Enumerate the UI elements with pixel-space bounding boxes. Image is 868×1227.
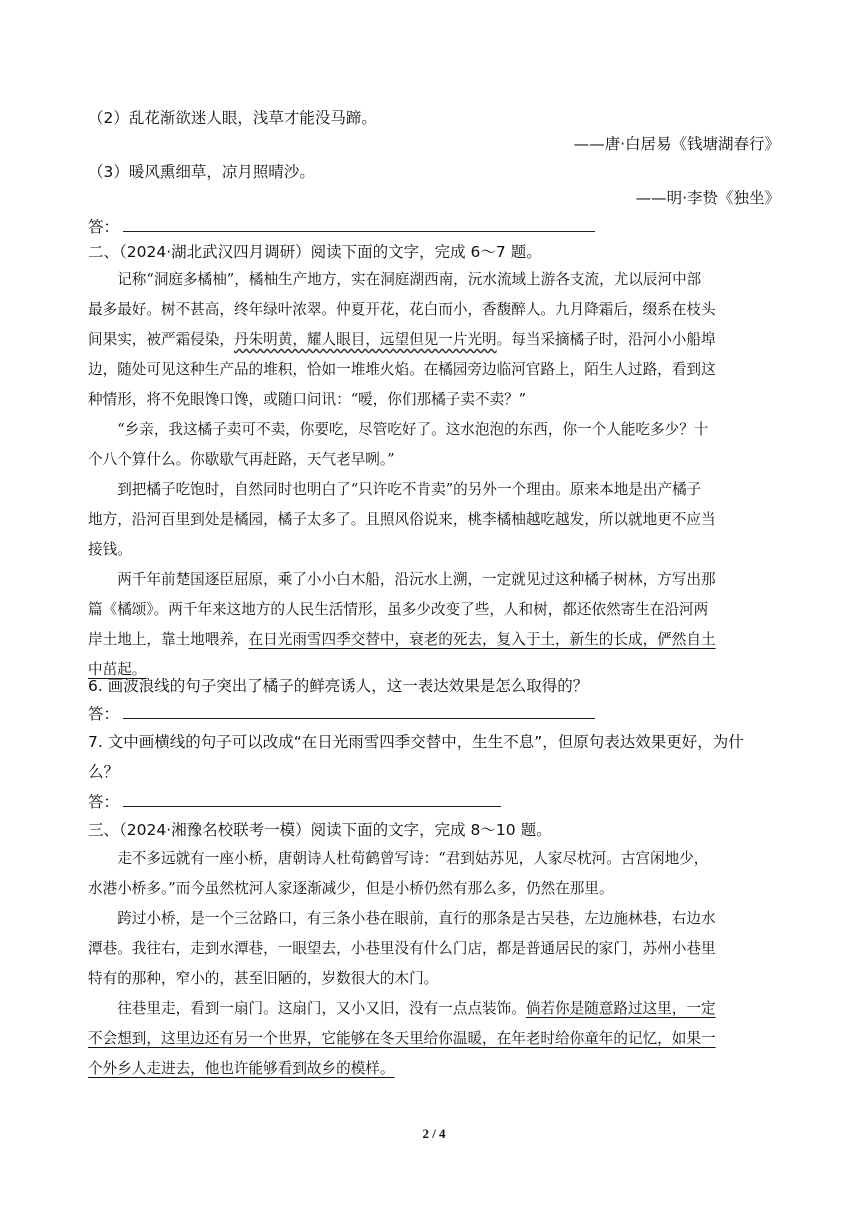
text-line: 特有的那种，窄小的，甚至旧陋的，岁数很大的木门。 [88,970,439,987]
underlined-sentence: 在日光雨雪四季交替中，衰老的死去，复入于土，新生的长成，俨然自土 [248,631,716,648]
text-line: “乡亲，我这橘子卖可不卖，你要吃，尽管吃好了。这水泡泡的东西，你一个人能吃多少？十 [117,421,709,438]
section-heading-3: 三、（2024·湘豫名校联考一模）阅读下面的文字，完成 8～10 题。 [88,821,552,839]
text-segment: 岸土地上，靠土地喂养， [88,631,249,648]
answer-blank [123,792,501,807]
poem-source-2: ——唐·白居易《钱塘湖春行》 [573,135,780,153]
underlined-sentence: 不会想到，这里边还有另一个世界，它能够在冬天里给你温暖，在年老时给你童年的记忆，如果一 [88,1030,716,1047]
text-line: 边，随处可见这种生产品的堆积，恰如一堆堆火焰。在橘园旁边临河官路上，陌生人过路，看到这 [88,361,716,378]
passage-paragraph [88,265,783,685]
text-segment: 往巷里走，看到一扇门。这扇门，又小又旧，没有一点点装饰。 [117,1000,526,1017]
answer-blank [123,217,595,232]
underlined-sentence: 个外乡人走进去，他也许能够看到故乡的模样。 [88,1060,395,1077]
text-line [88,625,783,655]
text-line: 潭巷。我往右，走到水潭巷，一眼望去，小巷里没有什么门店，都是普通居民的家门，苏州小巷里 [88,940,716,957]
text-line: 接钱。 [88,541,132,558]
text-line [88,994,783,1024]
text-line: 个八个算什么。你歇歇气再赶路，天气老早咧。” [88,451,395,468]
section-heading-2: 二、（2024·湖北武汉四月调研）阅读下面的文字，完成 6～7 题。 [88,243,542,261]
poem-line-2: （2）乱花渐欲迷人眼，浅草才能没马蹄。 [88,109,377,127]
text-line: 走不多远就有一座小桥，唐朝诗人杜荀鹤曾写诗：“君到姑苏见，人家尽枕河。古宫闲地少， [117,850,709,867]
underlined-sentence: 倘若你是随意路过这里，一定 [525,1000,716,1017]
page-number: 2 / 4 [422,1126,446,1141]
wavy-underlined-sentence: 丹朱明黄，耀人眼目，远望但见一片光明 [233,331,497,348]
text-line: 两千年前楚国逐臣屈原，乘了小小白木船，沿沅水上溯，一定就见过这种橘子树林，方写出那 [117,571,716,588]
answer-label: 答： [88,705,120,723]
answer-blank [123,704,595,719]
text-line: 间果实，被严霜侵染，丹朱明黄，耀人眼目，远望但见一片光明。每当采摘橘子时，沿河小小船埠 [88,331,716,348]
question-6: 6. 画波浪线的句子突出了橘子的鲜亮诱人，这一表达效果是怎么取得的？ [88,677,589,695]
answer-label: 答： [88,218,120,236]
text-line: 记称“洞庭多橘柚”，橘柚生产地方，实在洞庭湖西南，沅水流域上游各支流，尤以辰河中部 [117,271,702,288]
answer-line-6 [88,702,595,726]
answer-line-1 [88,215,595,239]
question-7-line-2: 么？ [88,763,120,781]
poem-line-3: （3）暖风熏细草，凉月照晴沙。 [88,163,315,181]
passage-paragraph [88,844,783,1084]
answer-label: 答： [88,793,120,811]
text-line [88,1054,783,1084]
underlined-sentence-end: 中茁起。 [88,661,147,678]
text-line [88,1024,783,1054]
poem-source-3: ——明·李贽《独坐》 [635,189,780,207]
text-line: 地方，沿河百里到处是橘园，橘子太多了。且照风俗说来，桃李橘柚越吃越发，所以就地更不应当 [88,511,716,528]
answer-line-7 [88,790,501,814]
question-7-line-1: 7. 文中画横线的句子可以改成“在日光雨雪四季交替中，生生不息”，但原句表达效果更好，为什 [88,733,744,751]
text-line: 水港小桥多。”而今虽然枕河人家逐渐减少，但是小桥仍然有那么多，仍然在那里。 [88,880,614,897]
text-line: 最多最好。树不甚高，终年绿叶浓翠。仲夏开花，花白而小，香馥醉人。九月降霜后，缀系在枝头 [88,301,716,318]
text-line: 到把橘子吃饱时，自然同时也明白了“只许吃不肯卖”的另外一个理由。原来本地是出产橘子 [117,481,702,498]
text-line: 跨过小桥，是一个三岔路口，有三条小巷在眼前，直行的那条是古吴巷，左边施林巷，右边水 [117,910,716,927]
text-line: 种情形，将不免眼馋口馋，或随口问讯：“嗳，你们那橘子卖不卖？” [88,391,527,408]
text-line: 篇《橘颂》。两千年来这地方的人民生活情形，虽多少改变了些，人和树，都还依然寄生在沿河两 [88,601,709,618]
